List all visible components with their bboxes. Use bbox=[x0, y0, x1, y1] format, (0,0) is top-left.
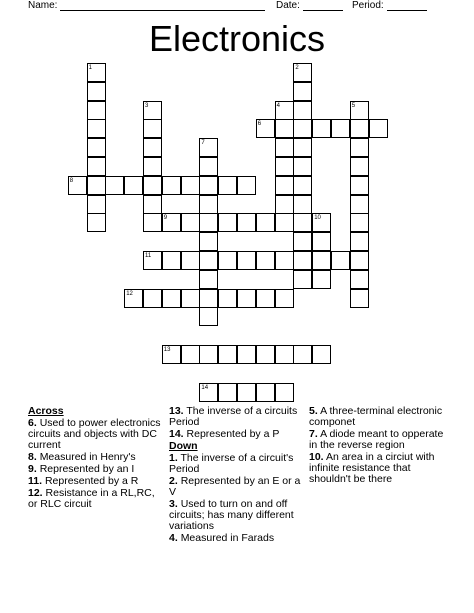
grid-cell[interactable] bbox=[199, 289, 218, 308]
grid-cell[interactable] bbox=[275, 101, 294, 120]
grid-cell[interactable] bbox=[143, 213, 162, 232]
grid-cell[interactable] bbox=[87, 101, 106, 120]
clue-number: 5 bbox=[351, 102, 356, 109]
grid-cell[interactable] bbox=[143, 289, 162, 308]
grid-cell[interactable] bbox=[350, 138, 369, 157]
grid-cell[interactable] bbox=[143, 138, 162, 157]
clue-number: 14 bbox=[201, 384, 209, 391]
grid-cell[interactable] bbox=[143, 195, 162, 214]
grid-cell[interactable] bbox=[293, 63, 312, 82]
grid-cell[interactable] bbox=[293, 101, 312, 120]
grid-cell[interactable] bbox=[275, 119, 294, 138]
page-title: Electronics bbox=[148, 18, 326, 59]
grid-cell[interactable] bbox=[124, 289, 143, 308]
grid-cell[interactable] bbox=[350, 232, 369, 251]
clue-number: 13 bbox=[163, 347, 171, 353]
grid-cell[interactable] bbox=[68, 176, 87, 195]
grid-cell[interactable] bbox=[87, 157, 106, 176]
grid-cell[interactable] bbox=[181, 213, 200, 232]
grid-cell[interactable] bbox=[312, 345, 331, 364]
grid-cell[interactable] bbox=[312, 213, 331, 232]
grid-cell[interactable] bbox=[350, 157, 369, 176]
grid-cell[interactable] bbox=[256, 213, 275, 232]
clue-down-4: 4. Measured in Farads bbox=[169, 532, 275, 544]
grid-cell[interactable] bbox=[275, 345, 294, 364]
grid-cell[interactable] bbox=[162, 345, 181, 364]
grid-cell[interactable] bbox=[275, 157, 294, 176]
grid-cell[interactable] bbox=[218, 213, 237, 232]
grid-cell[interactable] bbox=[275, 213, 294, 232]
clue-number: 8 bbox=[69, 177, 74, 184]
grid-cell[interactable] bbox=[237, 345, 256, 364]
grid-cell[interactable] bbox=[124, 176, 143, 195]
grid-cell[interactable] bbox=[87, 176, 106, 195]
clue-down-7: 7. A diode meant to opperate in the reverse region bbox=[309, 428, 444, 451]
grid-cell[interactable] bbox=[87, 195, 106, 214]
clue-number: 4 bbox=[276, 102, 280, 109]
grid-cell[interactable] bbox=[87, 138, 106, 157]
grid-cell[interactable] bbox=[293, 176, 312, 195]
grid-cell[interactable] bbox=[199, 232, 218, 251]
clue-number: 9 bbox=[163, 215, 168, 222]
grid-cell[interactable] bbox=[199, 195, 218, 214]
grid-cell[interactable] bbox=[312, 232, 331, 251]
clue-across-14: 14. Represented by a P bbox=[169, 428, 280, 440]
grid-cell[interactable] bbox=[218, 289, 237, 308]
across-heading: Across bbox=[28, 405, 64, 417]
grid-cell[interactable] bbox=[218, 345, 237, 364]
clue-number: 10 bbox=[314, 215, 321, 222]
grid-cell[interactable] bbox=[350, 176, 369, 195]
clue-down-2: 2. Represented by an E or a V bbox=[169, 475, 301, 498]
clue-down-10: 10. An area in a circiut with infinite resistance that shouldn't be there bbox=[309, 451, 435, 485]
clue-column-1 bbox=[28, 406, 163, 511]
grid-cell[interactable] bbox=[143, 157, 162, 176]
clue-number: 1 bbox=[88, 65, 92, 71]
grid-cell[interactable] bbox=[256, 119, 275, 138]
clue-number: 3 bbox=[145, 102, 149, 109]
grid-cell[interactable] bbox=[275, 383, 294, 402]
grid-cell[interactable] bbox=[350, 251, 369, 270]
grid-cell[interactable] bbox=[218, 383, 237, 402]
grid-cell[interactable] bbox=[218, 176, 237, 195]
period-label: Period: bbox=[352, 0, 384, 11]
grid-cell[interactable] bbox=[162, 176, 181, 195]
grid-cell[interactable] bbox=[293, 232, 312, 251]
grid-cell[interactable] bbox=[331, 119, 350, 138]
clue-down-1: 1. The inverse of a circuit's Period bbox=[169, 452, 294, 475]
grid-cell[interactable] bbox=[350, 213, 369, 232]
clue-number: 2 bbox=[295, 65, 299, 71]
clue-across-9: 9. Represented by an I bbox=[28, 463, 135, 475]
grid-cell[interactable] bbox=[87, 119, 106, 138]
grid-cell[interactable] bbox=[350, 195, 369, 214]
name-label: Name: bbox=[28, 0, 58, 11]
grid-cell[interactable] bbox=[199, 251, 218, 270]
grid-cell[interactable] bbox=[293, 270, 312, 289]
grid-cell[interactable] bbox=[199, 176, 218, 195]
grid-cell[interactable] bbox=[143, 176, 162, 195]
grid-cell[interactable] bbox=[218, 251, 237, 270]
grid-cell[interactable] bbox=[350, 101, 369, 120]
grid-cell[interactable] bbox=[199, 138, 218, 157]
grid-cell[interactable] bbox=[237, 383, 256, 402]
grid-cell[interactable] bbox=[312, 119, 331, 138]
grid-cell[interactable] bbox=[199, 345, 218, 364]
clue-number: 6 bbox=[257, 121, 262, 128]
clue-across-12: 12. Resistance in a RL,RC, or RLC circuit bbox=[28, 487, 155, 510]
grid-cell[interactable] bbox=[350, 289, 369, 308]
grid-cell[interactable] bbox=[181, 289, 200, 308]
grid-cell[interactable] bbox=[275, 138, 294, 157]
grid-cell[interactable] bbox=[369, 119, 388, 138]
grid-cell[interactable] bbox=[275, 176, 294, 195]
grid-cell[interactable] bbox=[237, 251, 256, 270]
grid-cell[interactable] bbox=[143, 119, 162, 138]
grid-cell[interactable] bbox=[275, 289, 294, 308]
grid-cell[interactable] bbox=[87, 82, 106, 101]
grid-cell[interactable] bbox=[256, 345, 275, 364]
grid-cell[interactable] bbox=[199, 270, 218, 289]
grid-cell[interactable] bbox=[105, 176, 124, 195]
grid-cell[interactable] bbox=[237, 289, 256, 308]
grid-cell[interactable] bbox=[87, 213, 106, 232]
grid-cell[interactable] bbox=[331, 251, 350, 270]
grid-cell[interactable] bbox=[143, 101, 162, 120]
grid-cell[interactable] bbox=[256, 383, 275, 402]
grid-cell[interactable] bbox=[181, 345, 200, 364]
clue-number: 7 bbox=[201, 140, 205, 147]
grid-cell[interactable] bbox=[162, 251, 181, 270]
grid-cell[interactable] bbox=[293, 82, 312, 101]
grid-cell[interactable] bbox=[312, 251, 331, 270]
clue-across-13: 13. The inverse of a circuits Period bbox=[169, 405, 298, 428]
grid-cell[interactable] bbox=[199, 157, 218, 176]
grid-cell[interactable] bbox=[237, 213, 256, 232]
grid-cell[interactable] bbox=[143, 251, 162, 270]
grid-cell[interactable] bbox=[293, 138, 312, 157]
grid-cell[interactable] bbox=[350, 270, 369, 289]
grid-cell[interactable] bbox=[199, 307, 218, 326]
grid-cell[interactable] bbox=[293, 119, 312, 138]
grid-cell[interactable] bbox=[181, 251, 200, 270]
grid-cell[interactable] bbox=[181, 176, 200, 195]
clue-across-11: 11. Represented by a R bbox=[28, 475, 139, 487]
clue-down-5: 5. A three-terminal electronic componet bbox=[309, 405, 443, 428]
grid-cell[interactable] bbox=[293, 251, 312, 270]
grid-cell[interactable] bbox=[275, 251, 294, 270]
grid-cell[interactable] bbox=[256, 289, 275, 308]
grid-cell[interactable] bbox=[162, 213, 181, 232]
down-heading: Down bbox=[169, 440, 198, 452]
grid-cell[interactable] bbox=[162, 289, 181, 308]
grid-cell[interactable] bbox=[293, 157, 312, 176]
grid-cell[interactable] bbox=[350, 119, 369, 138]
clue-down-3: 3. Used to turn on and off circuits; has many different variations bbox=[169, 498, 294, 532]
grid-cell[interactable] bbox=[275, 195, 294, 214]
clue-column-3 bbox=[309, 406, 449, 486]
clue-across-6: 6. Used to power electronics circuits and objects with DC current bbox=[28, 417, 161, 451]
clue-across-8: 8. Measured in Henry's bbox=[28, 451, 136, 463]
grid-cell[interactable] bbox=[199, 213, 218, 232]
grid-cell[interactable] bbox=[293, 195, 312, 214]
grid-cell[interactable] bbox=[312, 270, 331, 289]
grid-cell[interactable] bbox=[256, 251, 275, 270]
clue-number: 11 bbox=[145, 253, 152, 259]
grid-cell[interactable] bbox=[237, 176, 256, 195]
grid-cell[interactable] bbox=[87, 63, 106, 82]
clue-number: 12 bbox=[126, 290, 133, 297]
grid-cell[interactable] bbox=[199, 383, 218, 402]
clue-column-2 bbox=[169, 406, 303, 545]
date-label: Date: bbox=[276, 0, 300, 11]
grid-cell[interactable] bbox=[293, 345, 312, 364]
grid-cell[interactable] bbox=[293, 213, 312, 232]
